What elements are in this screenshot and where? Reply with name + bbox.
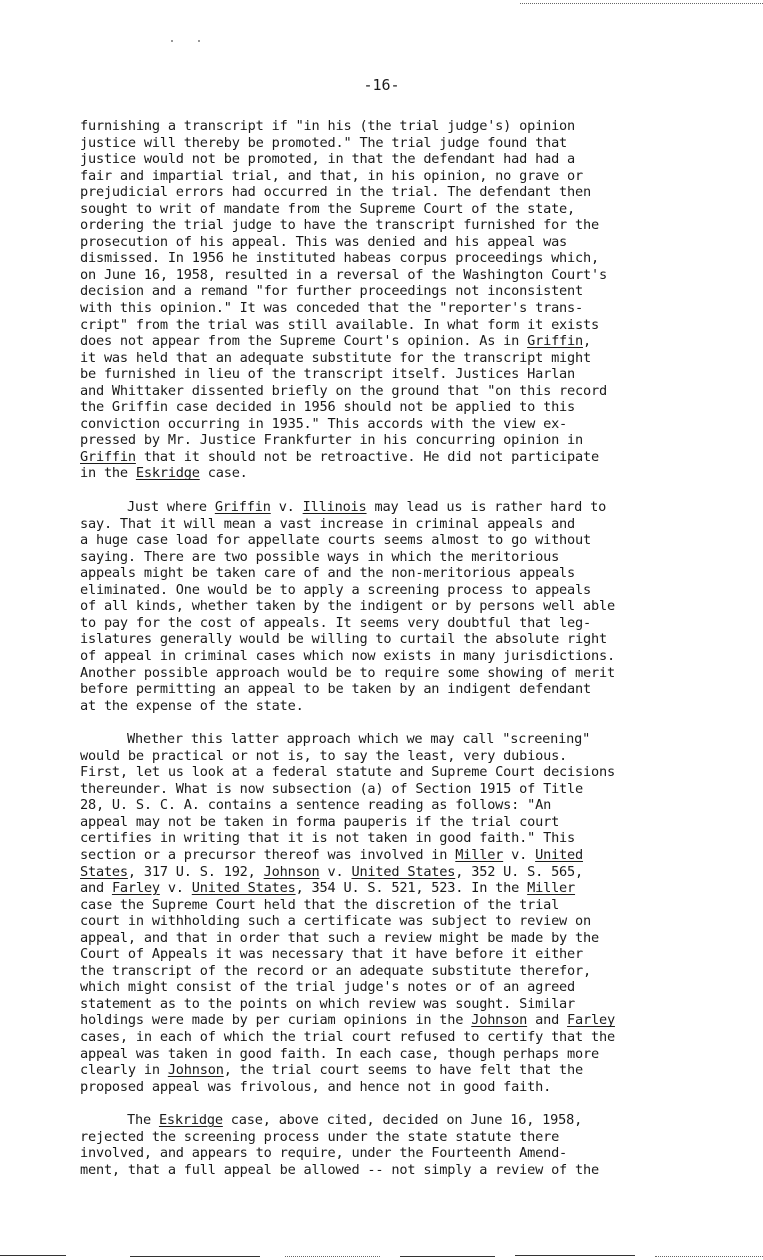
text-segment: Whether this latter approach which we may call "screening"	[127, 731, 591, 748]
page-body	[80, 118, 690, 1195]
text-line	[80, 1062, 690, 1079]
text-line	[80, 748, 690, 765]
text-segment: cases, in each of which the trial court refused to certify that the	[80, 1028, 615, 1045]
text-segment: which might consist of the trial judge's notes or of an agreed	[80, 979, 576, 996]
text-line	[80, 582, 690, 599]
text-segment: and	[527, 1012, 568, 1029]
text-line	[80, 234, 690, 251]
text-segment: statement as to the points on which review was sought. Similar	[80, 995, 576, 1012]
text-segment: furnishing a transcript if "in his (the trial judge's) opinion	[80, 118, 576, 134]
text-segment: ,	[583, 333, 591, 350]
text-segment: may lead us is rather hard to	[366, 499, 607, 516]
text-line	[80, 465, 690, 482]
text-segment: v.	[503, 846, 536, 863]
text-segment: v.	[270, 499, 303, 516]
text-line	[80, 267, 690, 284]
case-name-underlined: Miller	[455, 846, 504, 863]
text-segment: sought to writ of mandate from the Supreme Court of the state,	[80, 200, 576, 217]
scan-speck	[198, 40, 200, 42]
text-line	[80, 847, 690, 864]
text-segment: certifies in writing that it is not taken in good faith." This	[80, 830, 576, 847]
text-line	[80, 283, 690, 300]
case-name-underlined: Illinois	[302, 499, 367, 516]
text-line	[80, 1145, 690, 1162]
text-line	[80, 565, 690, 582]
text-segment: a huge case load for appellate courts seems almost to go without	[80, 532, 591, 549]
text-line	[80, 1129, 690, 1146]
text-segment: prejudicial errors had occurred in the trial. The defendant then	[80, 184, 591, 201]
text-segment: would be practical or not is, to say the least, very dubious.	[80, 747, 568, 764]
text-line	[80, 432, 690, 449]
text-line	[80, 1079, 690, 1096]
text-segment: to pay for the cost of appeals. It seems very doubtful that leg-	[80, 614, 591, 631]
text-segment: dismissed. In 1956 he instituted habeas corpus proceedings which,	[80, 250, 599, 267]
bottom-edge-rule	[285, 1256, 380, 1257]
text-line	[80, 1029, 690, 1046]
case-name-underlined: Griffin	[527, 333, 584, 350]
text-segment: the Griffin case decided in 1956 should not be applied to this	[80, 399, 576, 416]
text-line	[80, 300, 690, 317]
text-segment: of all kinds, whether taken by the indigent or by persons well able	[80, 598, 615, 615]
case-name-underlined: Johnson	[167, 1062, 224, 1079]
case-name-underlined: States	[80, 863, 128, 880]
text-line	[80, 499, 690, 516]
text-line	[80, 979, 690, 996]
text-line	[80, 897, 690, 914]
text-line	[80, 383, 690, 400]
text-line	[80, 731, 690, 748]
text-line	[80, 1162, 690, 1179]
text-line	[80, 516, 690, 533]
text-segment: proposed appeal was frivolous, and hence not in good faith.	[80, 1078, 552, 1095]
text-segment: prosecution of his appeal. This was denied and his appeal was	[80, 233, 568, 250]
text-line	[80, 250, 690, 267]
text-segment: case, above cited, decided on June 16, 1958,	[222, 1112, 583, 1129]
text-segment: eliminated. One would be to apply a screening process to appeals	[80, 581, 591, 598]
text-line	[80, 317, 690, 334]
text-line	[80, 449, 690, 466]
text-line	[80, 217, 690, 234]
text-line	[80, 764, 690, 781]
text-segment: at the expense of the state.	[80, 697, 304, 714]
text-segment: case the Supreme Court held that the discretion of the trial	[80, 896, 560, 913]
case-name-underlined: Miller	[527, 880, 576, 897]
text-line	[80, 996, 690, 1013]
text-segment: court in withholding such a certificate was subject to review on	[80, 913, 591, 930]
text-line	[80, 350, 690, 367]
text-segment: v.	[319, 863, 352, 880]
text-line	[80, 946, 690, 963]
text-segment: ordering the trial judge to have the transcript furnished for the	[80, 217, 599, 234]
text-line	[80, 416, 690, 433]
text-line	[80, 1112, 690, 1129]
text-segment: Just where	[127, 499, 215, 516]
paragraph	[80, 1112, 690, 1178]
case-name-underlined: Johnson	[263, 863, 320, 880]
text-line	[80, 184, 690, 201]
text-line	[80, 681, 690, 698]
paragraph	[80, 731, 690, 1095]
text-line	[80, 151, 690, 168]
case-name-underlined: Eskridge	[135, 465, 200, 482]
bottom-edge-rule	[655, 1256, 763, 1257]
text-line	[80, 366, 690, 383]
case-name-underlined: Eskridge	[158, 1112, 223, 1129]
text-line	[80, 333, 690, 350]
text-line	[80, 1046, 690, 1063]
text-segment: First, let us look at a federal statute and Supreme Court decisions	[80, 764, 615, 781]
text-line	[80, 631, 690, 648]
text-line	[80, 1012, 690, 1029]
text-segment: 28, U. S. C. A. contains a sentence reading as follows: "An	[80, 797, 552, 814]
case-name-underlined: United	[535, 846, 584, 863]
text-segment: before permitting an appeal to be taken by an indigent defendant	[80, 681, 591, 698]
text-line	[80, 399, 690, 416]
text-segment: justice will thereby be promoted." The trial judge found that	[80, 134, 568, 151]
text-segment: decision and a remand "for further proceedings not inconsistent	[80, 283, 584, 300]
text-line	[80, 880, 690, 897]
text-line	[80, 814, 690, 831]
text-segment: it was held that an adequate substitute for the transcript might	[80, 349, 591, 366]
paragraph	[80, 499, 690, 714]
text-segment: on June 16, 1958, resulted in a reversal of the Washington Court's	[80, 266, 607, 283]
text-segment: clearly in	[80, 1062, 168, 1079]
text-line	[80, 549, 690, 566]
text-segment: rejected the screening process under the state statute there	[80, 1128, 560, 1145]
text-line	[80, 781, 690, 798]
text-segment: say. That it will mean a vast increase in criminal appeals and	[80, 515, 576, 532]
text-segment: involved, and appears to require, under the Fourteenth Amend-	[80, 1145, 568, 1162]
bottom-edge-rule	[400, 1256, 495, 1257]
text-segment: conviction occurring in 1935." This accords with the view ex-	[80, 415, 568, 432]
text-line	[80, 963, 690, 980]
text-segment: appeal may not be taken in forma pauperis if the trial court	[80, 813, 560, 830]
text-line	[80, 168, 690, 185]
text-segment: pressed by Mr. Justice Frankfurter in his concurring opinion in	[80, 432, 584, 449]
case-name-underlined: Farley	[111, 880, 160, 897]
text-line	[80, 698, 690, 715]
text-segment: , the trial court seems to have felt that the	[223, 1062, 584, 1079]
text-segment: case.	[199, 465, 248, 482]
text-segment: justice would not be promoted, in that the defendant had had a	[80, 151, 576, 168]
text-line	[80, 830, 690, 847]
text-segment: ment, that a full appeal be allowed -- not simply a review of the	[80, 1161, 599, 1178]
case-name-underlined: United States	[191, 880, 296, 897]
text-segment: that it should not be retroactive. He did not participate	[135, 448, 599, 465]
text-line	[80, 201, 690, 218]
text-line	[80, 532, 690, 549]
text-segment: The	[127, 1112, 159, 1129]
text-segment: and	[80, 880, 112, 897]
text-segment: be furnished in lieu of the transcript itself. Justices Harlan	[80, 366, 576, 383]
text-segment: islatures generally would be willing to curtail the absolute right	[80, 631, 607, 648]
text-line	[80, 665, 690, 682]
text-segment: cript" from the trial was still available. In what form it exists	[80, 316, 599, 333]
page-number: -16-	[363, 76, 400, 94]
case-name-underlined: United States	[351, 863, 456, 880]
text-segment: appeal, and that in order that such a review might be made by the	[80, 929, 599, 946]
case-name-underlined: Griffin	[80, 448, 136, 465]
text-segment: fair and impartial trial, and that, in his opinion, no grave or	[80, 167, 584, 184]
text-segment: Court of Appeals it was necessary that it have before it either	[80, 946, 584, 963]
text-segment: holdings were made by per curiam opinions in the	[80, 1012, 472, 1029]
text-segment: , 354 U. S. 521, 523. In the	[295, 880, 528, 897]
text-line	[80, 648, 690, 665]
text-line	[80, 598, 690, 615]
text-segment: does not appear from the Supreme Court's opinion. As in	[80, 333, 528, 350]
text-segment: in the	[80, 465, 136, 482]
text-segment: , 317 U. S. 192,	[127, 863, 264, 880]
text-segment: appeal was taken in good faith. In each case, though perhaps more	[80, 1045, 599, 1062]
case-name-underlined: Johnson	[471, 1012, 528, 1029]
text-line	[80, 135, 690, 152]
text-line	[80, 864, 690, 881]
bottom-edge-rule	[515, 1255, 635, 1256]
text-line	[80, 797, 690, 814]
text-segment: with this opinion." It was conceded that the "reporter's trans-	[80, 300, 584, 317]
top-edge-rule	[520, 3, 763, 4]
text-line	[80, 615, 690, 632]
text-segment: appeals might be taken care of and the non-meritorious appeals	[80, 565, 576, 582]
text-segment: Another possible approach would be to require some showing of merit	[80, 664, 615, 681]
text-segment: section or a precursor thereof was involved in	[80, 846, 456, 863]
text-segment: , 352 U. S. 565,	[455, 863, 584, 880]
text-segment: the transcript of the record or an adequate substitute therefor,	[80, 962, 591, 979]
scan-speck	[171, 40, 173, 42]
text-segment: saying. There are two possible ways in which the meritorious	[80, 548, 560, 565]
text-segment: v.	[159, 880, 192, 897]
text-line	[80, 930, 690, 947]
text-segment: and Whittaker dissented briefly on the ground that "on this record	[80, 382, 607, 399]
text-segment: of appeal in criminal cases which now exists in many jurisdictions.	[80, 647, 615, 664]
bottom-edge-rule	[130, 1256, 260, 1257]
text-line	[80, 118, 690, 135]
case-name-underlined: Griffin	[214, 499, 271, 516]
text-segment: thereunder. What is now subsection (a) of Section 1915 of Title	[80, 780, 584, 797]
bottom-edge-rule	[0, 1255, 66, 1256]
paragraph	[80, 118, 690, 482]
text-line	[80, 913, 690, 930]
case-name-underlined: Farley	[567, 1012, 615, 1029]
